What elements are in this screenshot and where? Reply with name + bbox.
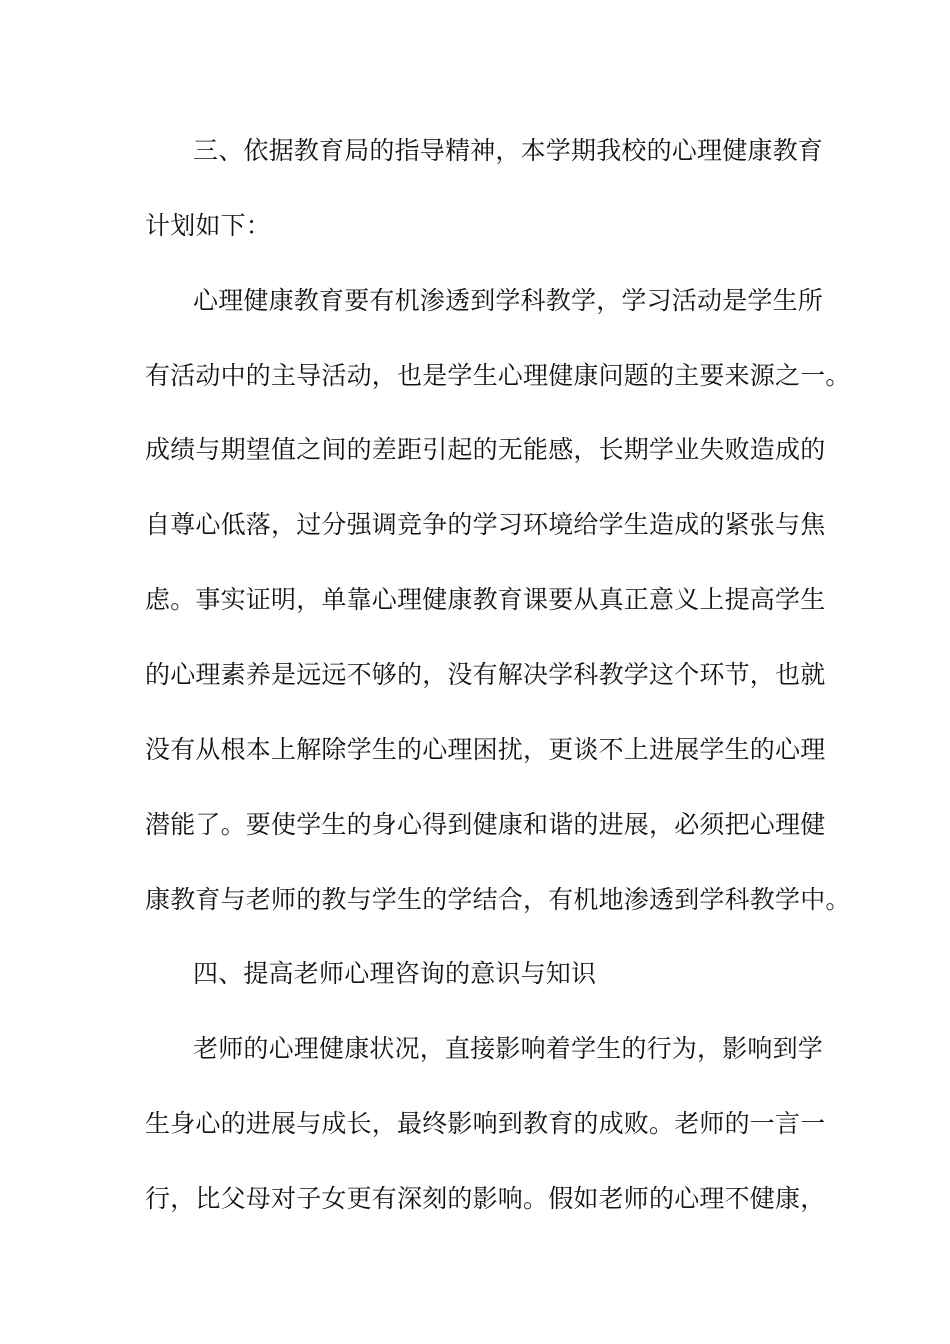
paragraph-line: 行，比父母对子女更有深刻的影响。假如老师的心理不健康， <box>145 1184 826 1213</box>
paragraph-line: 成绩与期望值之间的差距引起的无能感，长期学业失败造成的 <box>145 435 826 464</box>
paragraph-line: 自尊心低落，过分强调竞争的学习环境给学生造成的紧张与焦 <box>145 510 826 539</box>
paragraph-line: 的心理素养是远远不够的，没有解决学科教学这个环节，也就 <box>145 660 826 689</box>
paragraph-line: 没有从根本上解除学生的心理困扰，更谈不上进展学生的心理 <box>145 735 826 764</box>
paragraph-line: 潜能了。要使学生的身心得到健康和谐的进展，必须把心理健 <box>145 810 826 839</box>
paragraph-line: 心理健康教育要有机渗透到学科教学，学习活动是学生所 <box>193 286 824 315</box>
section-heading-4: 四、提高老师心理咨询的意识与知识 <box>193 959 597 988</box>
paragraph-line: 计划如下： <box>145 211 272 240</box>
section-heading-3: 三、依据教育局的指导精神，本学期我校的心理健康教育 <box>193 136 824 165</box>
paragraph-line: 有活动中的主导活动，也是学生心理健康问题的主要来源之一。 <box>145 361 851 390</box>
paragraph-line: 虑。事实证明，单靠心理健康教育课要从真正意义上提高学生 <box>145 585 826 614</box>
paragraph-line: 生身心的进展与成长，最终影响到教育的成败。老师的一言一 <box>145 1109 826 1138</box>
paragraph-line: 老师的心理健康状况，直接影响着学生的行为，影响到学 <box>193 1034 824 1063</box>
paragraph-line: 康教育与老师的教与学生的学结合，有机地渗透到学科教学中。 <box>145 885 851 914</box>
